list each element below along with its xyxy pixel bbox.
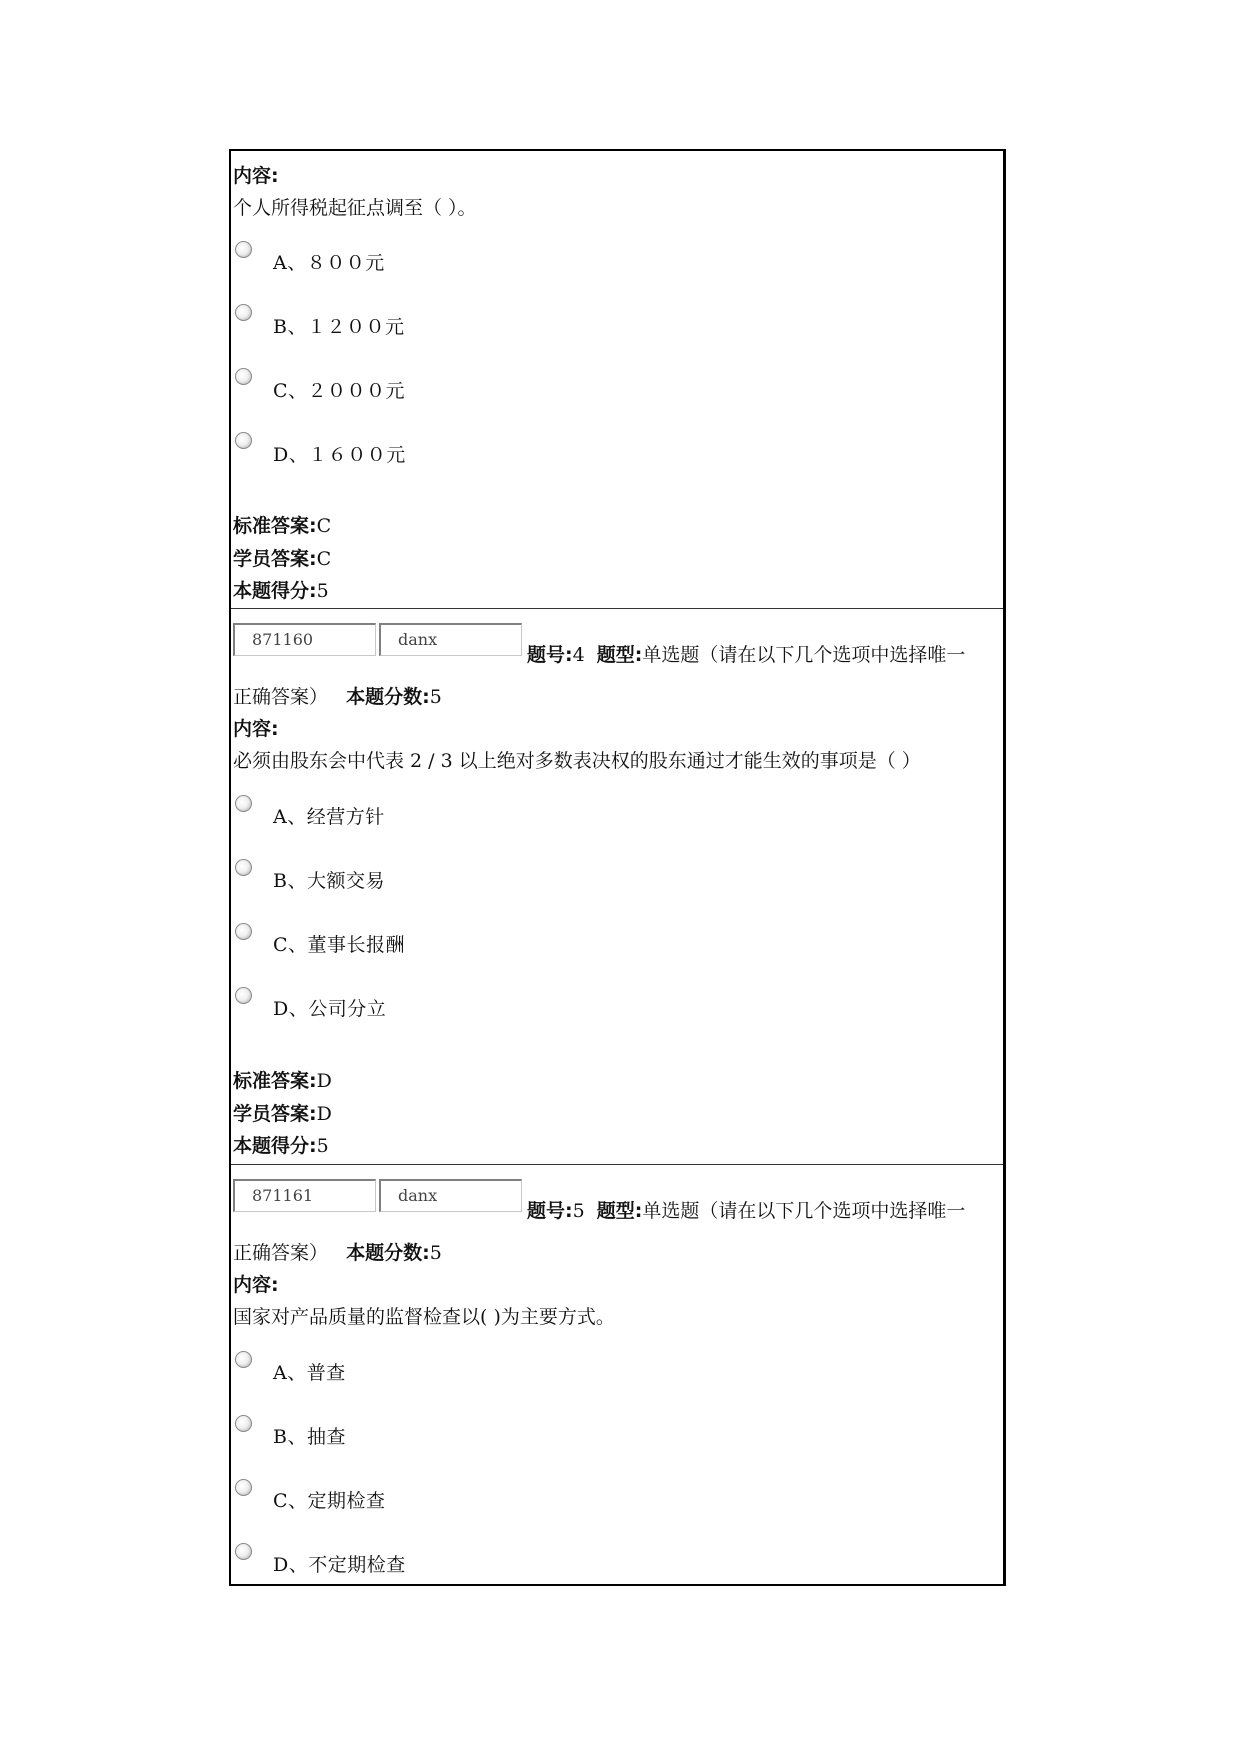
score-obtained-label: 本题得分: bbox=[233, 580, 317, 602]
option-b-radio[interactable] bbox=[235, 1415, 252, 1432]
option-a-label: A、８００元 bbox=[273, 252, 385, 274]
option-b-radio[interactable] bbox=[235, 304, 252, 321]
content-label: 内容: bbox=[233, 1274, 279, 1296]
quiz-frame bbox=[229, 149, 1006, 1586]
option-b-label: B、抽查 bbox=[273, 1426, 346, 1448]
content-label: 内容: bbox=[233, 718, 279, 740]
question-points-value: 5 bbox=[429, 686, 442, 708]
question-type-label: 题型: bbox=[596, 644, 643, 666]
question-id-field[interactable]: 871161 bbox=[233, 1179, 376, 1212]
option-a-label: A、经营方针 bbox=[273, 806, 385, 828]
question-text: 国家对产品质量的监督检查以( )为主要方式。 bbox=[233, 1306, 615, 1328]
standard-answer-label: 标准答案: bbox=[233, 515, 317, 537]
question-code-field[interactable]: danx bbox=[379, 1179, 522, 1212]
student-answer-label: 学员答案: bbox=[233, 1103, 317, 1125]
question-no-label: 题号: bbox=[527, 644, 573, 666]
question-type-cont: 正确答案） bbox=[233, 686, 329, 708]
option-b-radio[interactable] bbox=[235, 859, 252, 876]
option-d-radio[interactable] bbox=[235, 987, 252, 1004]
question-code-field[interactable]: danx bbox=[379, 623, 522, 656]
content-label: 内容: bbox=[233, 165, 279, 187]
question-header-cont bbox=[233, 1238, 442, 1265]
student-answer-value: D bbox=[316, 1103, 332, 1125]
standard-answer-value: C bbox=[316, 515, 332, 537]
question-divider bbox=[231, 608, 1003, 609]
option-b-label: B、大额交易 bbox=[273, 870, 385, 892]
option-d-label: D、１６００元 bbox=[273, 444, 406, 466]
option-d-label: D、公司分立 bbox=[273, 998, 387, 1020]
question-type-value: 单选题（请在以下几个选项中选择唯一 bbox=[642, 644, 966, 666]
question-no-value: 5 bbox=[572, 1200, 585, 1222]
score-obtained-value: 5 bbox=[316, 1135, 329, 1157]
question-type-value: 单选题（请在以下几个选项中选择唯一 bbox=[642, 1200, 966, 1222]
option-c-label: C、定期检查 bbox=[273, 1490, 386, 1512]
option-c-label: C、２０００元 bbox=[273, 380, 406, 402]
option-d-radio[interactable] bbox=[235, 1543, 252, 1560]
question-header bbox=[527, 1196, 965, 1223]
option-b-label: B、１２００元 bbox=[273, 316, 405, 338]
question-points-value: 5 bbox=[429, 1242, 442, 1264]
student-answer-label: 学员答案: bbox=[233, 548, 317, 570]
option-c-radio[interactable] bbox=[235, 368, 252, 385]
question-points-label: 本题分数: bbox=[346, 1242, 430, 1264]
standard-answer-label: 标准答案: bbox=[233, 1070, 317, 1092]
option-a-radio[interactable] bbox=[235, 1351, 252, 1368]
question-id-field[interactable]: 871160 bbox=[233, 623, 376, 656]
option-c-label: C、董事长报酬 bbox=[273, 934, 406, 956]
option-a-radio[interactable] bbox=[235, 795, 252, 812]
question-header-cont bbox=[233, 682, 442, 709]
student-answer bbox=[233, 1099, 332, 1126]
question-no-value: 4 bbox=[572, 644, 585, 666]
question-points-label: 本题分数: bbox=[346, 686, 430, 708]
question-header bbox=[527, 640, 965, 667]
option-a-radio[interactable] bbox=[235, 241, 252, 258]
option-c-radio[interactable] bbox=[235, 923, 252, 940]
question-divider bbox=[231, 1164, 1003, 1165]
standard-answer bbox=[233, 1066, 332, 1093]
question-text: 必须由股东会中代表 2 / 3 以上绝对多数表决权的股东通过才能生效的事项是（ ） bbox=[233, 750, 921, 772]
option-d-label: D、不定期检查 bbox=[273, 1554, 406, 1576]
score-obtained bbox=[233, 1131, 329, 1158]
student-answer-value: C bbox=[316, 548, 332, 570]
question-no-label: 题号: bbox=[527, 1200, 573, 1222]
standard-answer bbox=[233, 511, 331, 538]
score-obtained-label: 本题得分: bbox=[233, 1135, 317, 1157]
question-type-label: 题型: bbox=[596, 1200, 643, 1222]
score-obtained-value: 5 bbox=[316, 580, 329, 602]
option-a-label: A、普查 bbox=[273, 1362, 346, 1384]
option-d-radio[interactable] bbox=[235, 432, 252, 449]
score-obtained bbox=[233, 576, 329, 603]
student-answer bbox=[233, 544, 331, 571]
question-type-cont: 正确答案） bbox=[233, 1242, 329, 1264]
question-text: 个人所得税起征点调至（ ）。 bbox=[233, 197, 477, 219]
option-c-radio[interactable] bbox=[235, 1479, 252, 1496]
standard-answer-value: D bbox=[316, 1070, 332, 1092]
